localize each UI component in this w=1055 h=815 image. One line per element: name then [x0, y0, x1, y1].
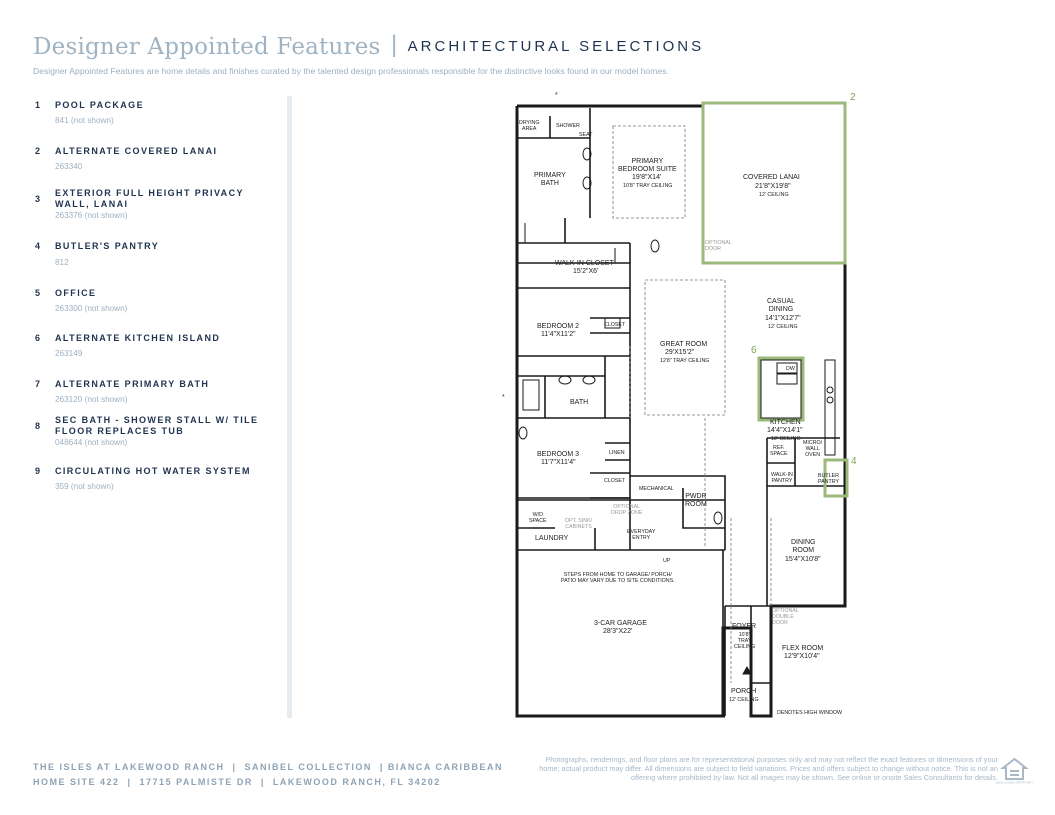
feature-name: SEC BATH - SHOWER STALL W/ TILE FLOOR REPLACES TUB: [55, 415, 259, 436]
eho-label: EQUAL HOUSING OPPORTUNITY: [995, 781, 1034, 785]
label-casual-dining: CASUAL DINING: [767, 298, 796, 313]
label-foyer: FOYER: [732, 623, 757, 630]
label-great-room-ceiling: 12'8" TRAY CEILING: [660, 358, 710, 364]
label-shower: SHOWER: [556, 123, 580, 129]
floor-plan: [502, 88, 865, 728]
label-flex-room-dim: 12'9"X10'4": [784, 653, 820, 660]
label-primary-suite-dim: 19'8"X14': [632, 174, 662, 181]
label-bedroom2: BEDROOM 2: [537, 323, 580, 330]
feature-number: 7: [35, 379, 41, 389]
feature-name: BUTLER'S PANTRY: [55, 241, 160, 251]
feature-number: 8: [35, 421, 41, 431]
feature-number: 5: [35, 288, 41, 298]
label-closet-2: CLOSET: [604, 322, 626, 328]
feature-name: OFFICE: [55, 288, 97, 298]
label-garage: 3-CAR GARAGE: [594, 620, 647, 627]
feature-code: 048644 (not shown): [55, 438, 128, 447]
feature-number: 2: [35, 146, 41, 156]
island-highlight: [759, 358, 803, 420]
asterisk-legend: *: [770, 703, 773, 710]
feature-name: CIRCULATING HOT WATER SYSTEM: [55, 466, 251, 476]
feature-code: 812: [55, 258, 69, 267]
label-bedroom2-dim: 11'4"X11'2": [541, 331, 576, 338]
label-butler-pantry: BUTLER PANTRY: [818, 473, 839, 485]
feature-code: 263376 (not shown): [55, 211, 128, 220]
label-covered-lanai: COVERED LANAI: [743, 174, 800, 181]
feature-code: 263300 (not shown): [55, 304, 128, 313]
feature-name: ALTERNATE COVERED LANAI: [55, 146, 218, 156]
label-drying-area: DRYING AREA: [519, 120, 540, 132]
label-casual-dining-ceiling: 12' CEILING: [768, 324, 798, 330]
equal-housing-icon: [995, 757, 1034, 785]
feature-number: 3: [35, 194, 41, 204]
callout-pantry: 4: [851, 456, 857, 467]
label-walkin-closet-dim: 15'2"X6': [573, 268, 599, 275]
feature-code: 263120 (not shown): [55, 395, 128, 404]
label-mechanical: MECHANICAL: [639, 486, 674, 492]
label-wd-space: W/D SPACE: [529, 512, 547, 524]
callout-lanai: 2: [850, 92, 856, 103]
label-dining-room: DINING ROOM: [791, 539, 816, 554]
label-drop-zone: OPTIONAL DROP ZONE: [611, 504, 643, 516]
page-description: Designer Appointed Features are home details and finishes curated by the talented design professionals responsible for the distinctive looks found in our model homes.: [33, 66, 669, 76]
label-bath: BATH: [570, 399, 589, 406]
label-casual-dining-dim: 14'1"X12'7": [765, 315, 801, 322]
label-kitchen: KITCHEN: [770, 419, 801, 426]
label-kitchen-ceiling: 12' CEILING: [771, 436, 801, 442]
feature-name: ALTERNATE PRIMARY BATH: [55, 379, 210, 389]
footer-address: [33, 760, 503, 790]
footer-disclaimer: Photographs, renderings, and floor plans are for representational purposes only and may not reflect the exact features or dimensions of your home; actual product may differ. All dimensions are subject to field variations. Prices and offers subject to change without notice. This is not an offering where prohibited by law. Not all images may be shown. See online or onsite Sales Consultants for details.: [539, 755, 998, 782]
feature-number: 1: [35, 100, 41, 110]
feature-code: 841 (not shown): [55, 116, 114, 125]
label-walkin-closet: WALK-IN CLOSET: [555, 260, 614, 267]
label-garage-dim: 28'3"X22': [603, 628, 633, 635]
label-opt-sink: OPT. SINK/ CABINETS: [565, 518, 593, 530]
feature-number: 9: [35, 466, 41, 476]
label-opt-double-door: OPTIONAL DOUBLE DOOR: [772, 608, 799, 626]
footer-line-1: THE ISLES AT LAKEWOOD RANCH | SANIBEL COLLECTION | BIANCA CARIBBEAN: [33, 762, 504, 772]
label-kitchen-dim: 14'4"X14'1": [767, 427, 803, 434]
feature-code: 359 (not shown): [55, 482, 114, 491]
label-up: UP: [663, 558, 671, 564]
label-walkin-pantry: WALK-IN PANTRY: [771, 472, 793, 484]
label-optional-door: OPTIONAL DOOR: [705, 240, 732, 252]
label-lanai-dim: 21'8"X19'8": [755, 183, 791, 190]
label-ref-space: REF. SPACE: [770, 445, 788, 457]
title-main: Designer Appointed Features: [33, 34, 381, 60]
feature-code: 263340: [55, 162, 83, 171]
label-high-window: DENOTES HIGH WINDOW: [777, 710, 843, 716]
label-pwdr-room: PWDR ROOM: [685, 493, 707, 508]
label-closet-3: CLOSET: [604, 478, 626, 484]
feature-code: 263149: [55, 349, 83, 358]
label-porch: PORCH: [731, 688, 757, 695]
label-bedroom3-dim: 11'7"X11'4": [541, 459, 576, 466]
label-porch-ceiling: 12' CEILING: [729, 697, 759, 703]
title-separator: |: [390, 31, 398, 58]
label-foyer-ceiling: 10'8" TRAY CEILING: [734, 632, 756, 650]
label-everyday-entry: EVERYDAY ENTRY: [627, 529, 656, 541]
label-linen: LINEN: [609, 450, 625, 456]
vertical-divider: [287, 96, 292, 718]
label-seat: SEAT: [579, 132, 593, 138]
label-primary-bath: PRIMARY BATH: [534, 172, 566, 187]
callout-island: 6: [751, 345, 757, 356]
label-lanai-ceiling: 12' CEILING: [759, 192, 789, 198]
label-laundry: LAUNDRY: [535, 535, 569, 542]
label-dining-room-dim: 15'4"X10'8": [785, 556, 821, 563]
feature-number: 6: [35, 333, 41, 343]
label-micro-oven: MICRO/ WALL OVEN: [803, 440, 823, 458]
label-flex-room: FLEX ROOM: [782, 645, 824, 652]
label-bedroom3: BEDROOM 3: [537, 451, 580, 458]
feature-name: ALTERNATE KITCHEN ISLAND: [55, 333, 221, 343]
asterisk-left: *: [502, 394, 505, 401]
label-primary-suite-ceiling: 10'8" TRAY CEILING: [623, 183, 673, 189]
feature-name: EXTERIOR FULL HEIGHT PRIVACY WALL, LANAI: [55, 188, 244, 209]
label-primary-suite: PRIMARY BEDROOM SUITE: [618, 158, 677, 173]
footer-line-2: HOME SITE 422 | 17715 PALMISTE DR | LAKEWOOD RANCH, FL 34202: [33, 777, 441, 787]
page-title: [33, 33, 704, 61]
feature-name: POOL PACKAGE: [55, 100, 144, 110]
title-subtitle: ARCHITECTURAL SELECTIONS: [407, 38, 705, 55]
label-great-room-dim: 29'X15'2": [665, 349, 695, 356]
asterisk-top: *: [555, 92, 558, 99]
label-steps-note: STEPS FROM HOME TO GARAGE/ PORCH/ PATIO MAY VARY DUE TO SITE CONDITIONS.: [561, 572, 675, 584]
feature-number: 4: [35, 241, 41, 251]
label-great-room: GREAT ROOM: [660, 341, 708, 348]
label-dw: DW: [786, 366, 795, 372]
